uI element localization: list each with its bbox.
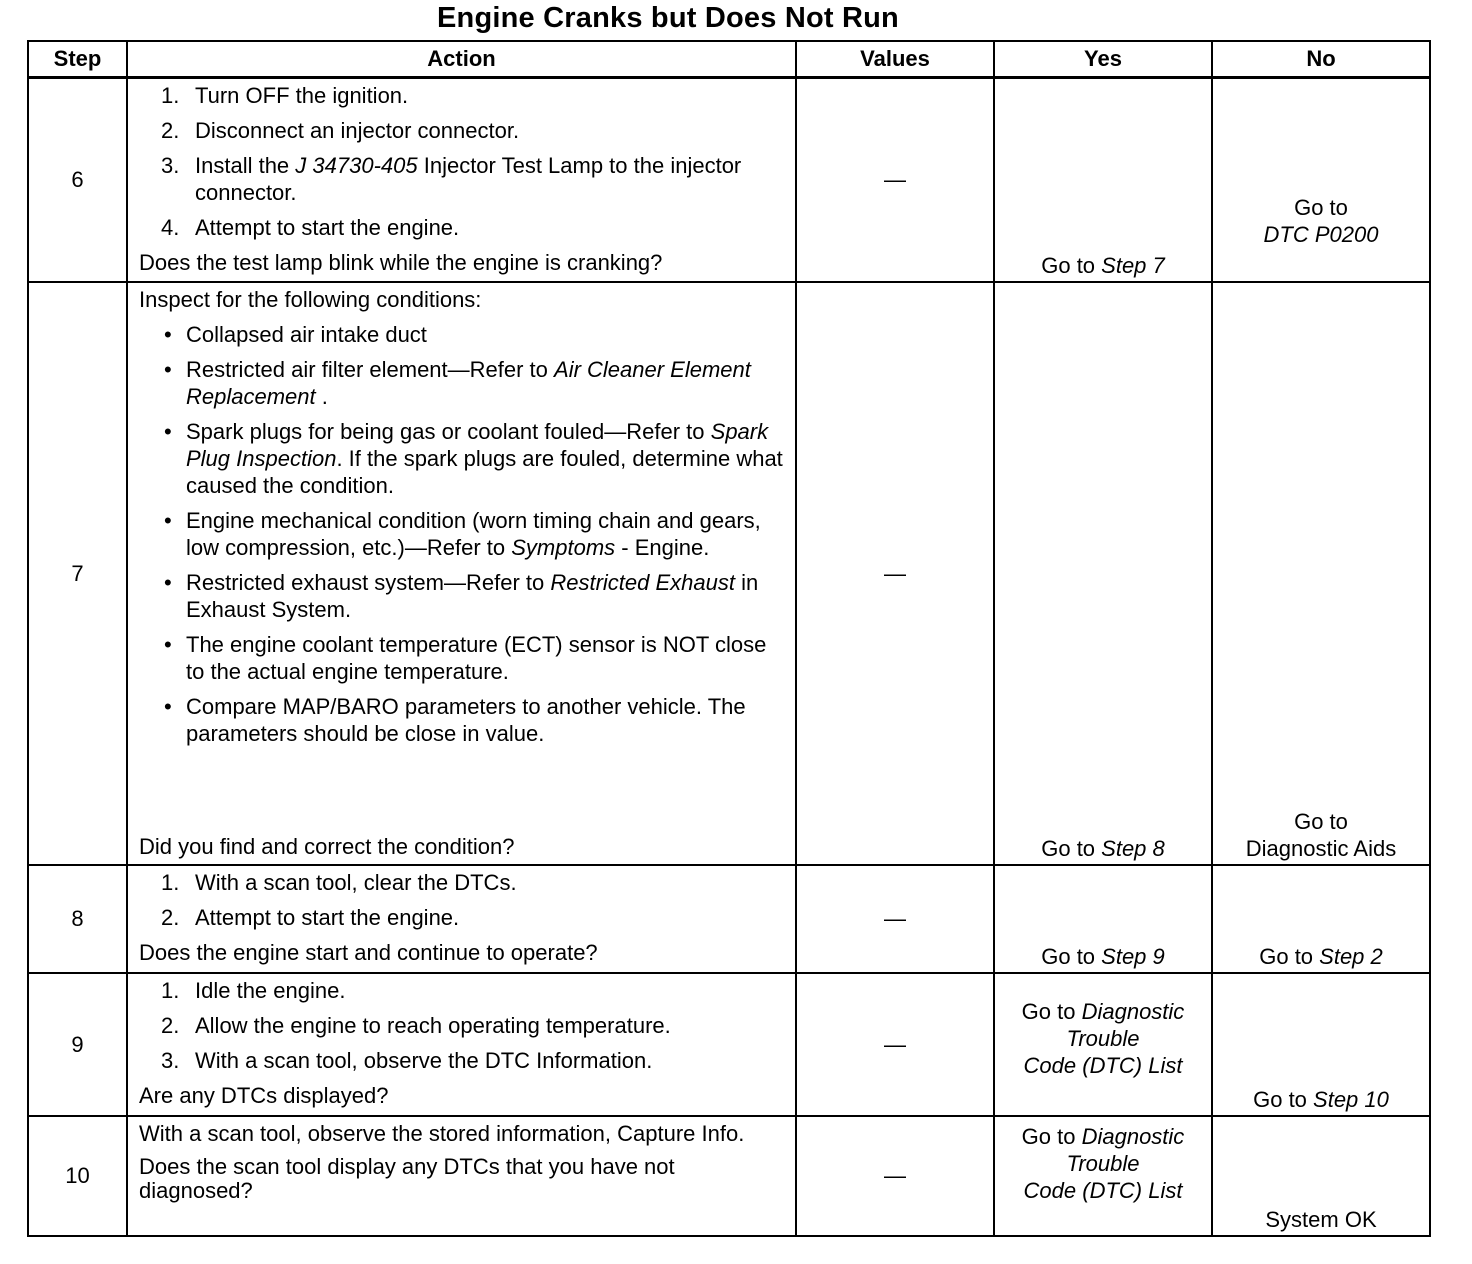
action-step: 2. Allow the engine to reach operating temperature. — [161, 1012, 671, 1038]
table-row-step-8 — [28, 865, 1430, 973]
step-number: 6 — [28, 78, 127, 282]
table-row-step-7 — [28, 282, 1430, 865]
condition-item: • The engine coolant temperature (ECT) sensor is NOT close to the actual engine temperature. — [139, 631, 787, 685]
question-text: Are any DTCs displayed? — [139, 1082, 389, 1108]
header-yes: Yes — [994, 41, 1212, 78]
action-cell — [127, 1116, 796, 1236]
action-step: 1. With a scan tool, clear the DTCs. — [161, 869, 517, 895]
no-link[interactable]: Go to Step 10 — [1253, 1086, 1389, 1112]
no-link[interactable]: Go to Diagnostic Aids — [1245, 808, 1397, 861]
no-cell — [1212, 865, 1430, 973]
question-text: Does the scan tool display any DTCs that you have not diagnosed? — [139, 1153, 675, 1203]
yes-link[interactable]: Go to Step 7 — [1041, 252, 1165, 278]
no-link[interactable]: Go to DTC P0200 — [1263, 194, 1379, 247]
action-cell — [127, 865, 796, 973]
procedure-reference: Air Cleaner Element Replacement — [186, 356, 751, 409]
system-ok-text: System OK — [1265, 1206, 1377, 1232]
condition-item: • Restricted air filter element—Refer to Air Cleaner Element Replacement . — [139, 356, 787, 410]
no-cell — [1212, 973, 1430, 1116]
yes-link[interactable]: Go to Step 8 — [1041, 835, 1165, 861]
step-number: 8 — [28, 865, 127, 973]
action-step: 3. Install the J 34730-405 Injector Test Lamp to the injector connector. — [161, 153, 742, 205]
no-cell — [1212, 1116, 1430, 1236]
yes-cell — [994, 973, 1212, 1116]
value-cell: — — [796, 865, 994, 973]
step-number: 9 — [28, 973, 127, 1116]
page-title: Engine Cranks but Does Not Run — [437, 2, 899, 34]
action-steps — [139, 869, 787, 931]
action-step: 1. Turn OFF the ignition. — [161, 83, 409, 108]
condition-item: • Spark plugs for being gas or coolant fouled—Refer to Spark Plug Inspection. If the spark plugs are fouled, determine what caused the condition. — [139, 418, 787, 499]
yes-cell — [994, 282, 1212, 865]
condition-item: • Engine mechanical condition (worn timing chain and gears, low compression, etc.)—Refer to Symptoms - Engine. — [139, 507, 787, 561]
condition-list — [139, 321, 787, 747]
question-text: Does the test lamp blink while the engine is cranking? — [139, 250, 663, 275]
header-no: No — [1212, 41, 1430, 78]
value-cell: — — [796, 1116, 994, 1236]
procedure-reference: Symptoms — [511, 534, 616, 560]
value-cell: — — [796, 78, 994, 282]
yes-cell — [994, 865, 1212, 973]
step-number: 10 — [28, 1116, 127, 1236]
action-steps — [139, 977, 787, 1074]
no-cell — [1212, 78, 1430, 282]
condition-item: • Restricted exhaust system—Refer to Restricted Exhaust in Exhaust System. — [139, 569, 787, 623]
action-cell — [127, 973, 796, 1116]
action-step: 2. Disconnect an injector connector. — [161, 118, 520, 143]
question-text: Did you find and correct the condition? — [139, 833, 515, 859]
yes-link[interactable]: Go to Diagnostic Trouble Code (DTC) List — [1021, 998, 1185, 1078]
table-row-step-9 — [28, 973, 1430, 1116]
action-cell — [127, 78, 796, 282]
procedure-reference: Spark Plug Inspection — [186, 418, 769, 471]
yes-cell — [994, 1116, 1212, 1236]
header-values: Values — [796, 41, 994, 78]
action-steps — [139, 82, 787, 241]
table-row-step-10 — [28, 1116, 1430, 1236]
action-step: 1. Idle the engine. — [161, 977, 346, 1003]
action-cell — [127, 282, 796, 865]
procedure-reference: Restricted Exhaust — [550, 569, 735, 595]
value-cell: — — [796, 282, 994, 865]
tool-reference: J 34730-405 — [295, 153, 418, 178]
no-cell — [1212, 282, 1430, 865]
condition-item: • Compare MAP/BARO parameters to another vehicle. The parameters should be close in value. — [139, 693, 787, 747]
action-step: 2. Attempt to start the engine. — [161, 904, 460, 930]
step-number: 7 — [28, 282, 127, 865]
yes-link[interactable]: Go to Step 9 — [1041, 943, 1165, 969]
yes-cell — [994, 78, 1212, 282]
question-text: Does the engine start and continue to operate? — [139, 939, 598, 965]
no-link[interactable]: Go to Step 2 — [1259, 943, 1383, 969]
diagnostic-table — [27, 40, 1431, 1237]
inspect-intro: Inspect for the following conditions: — [139, 286, 482, 312]
value-cell: — — [796, 973, 994, 1116]
header-step: Step — [28, 41, 127, 78]
table-row-step-6 — [28, 78, 1430, 282]
yes-link[interactable]: Go to Diagnostic Trouble Code (DTC) List — [1021, 1123, 1185, 1203]
header-action: Action — [127, 41, 796, 78]
action-step: 3. With a scan tool, observe the DTC Information. — [161, 1047, 653, 1073]
action-step: 4. Attempt to start the engine. — [161, 215, 460, 240]
table-header-row — [28, 41, 1430, 78]
action-text: With a scan tool, observe the stored information, Capture Info. — [139, 1120, 745, 1146]
condition-item: • Collapsed air intake duct — [139, 321, 787, 348]
